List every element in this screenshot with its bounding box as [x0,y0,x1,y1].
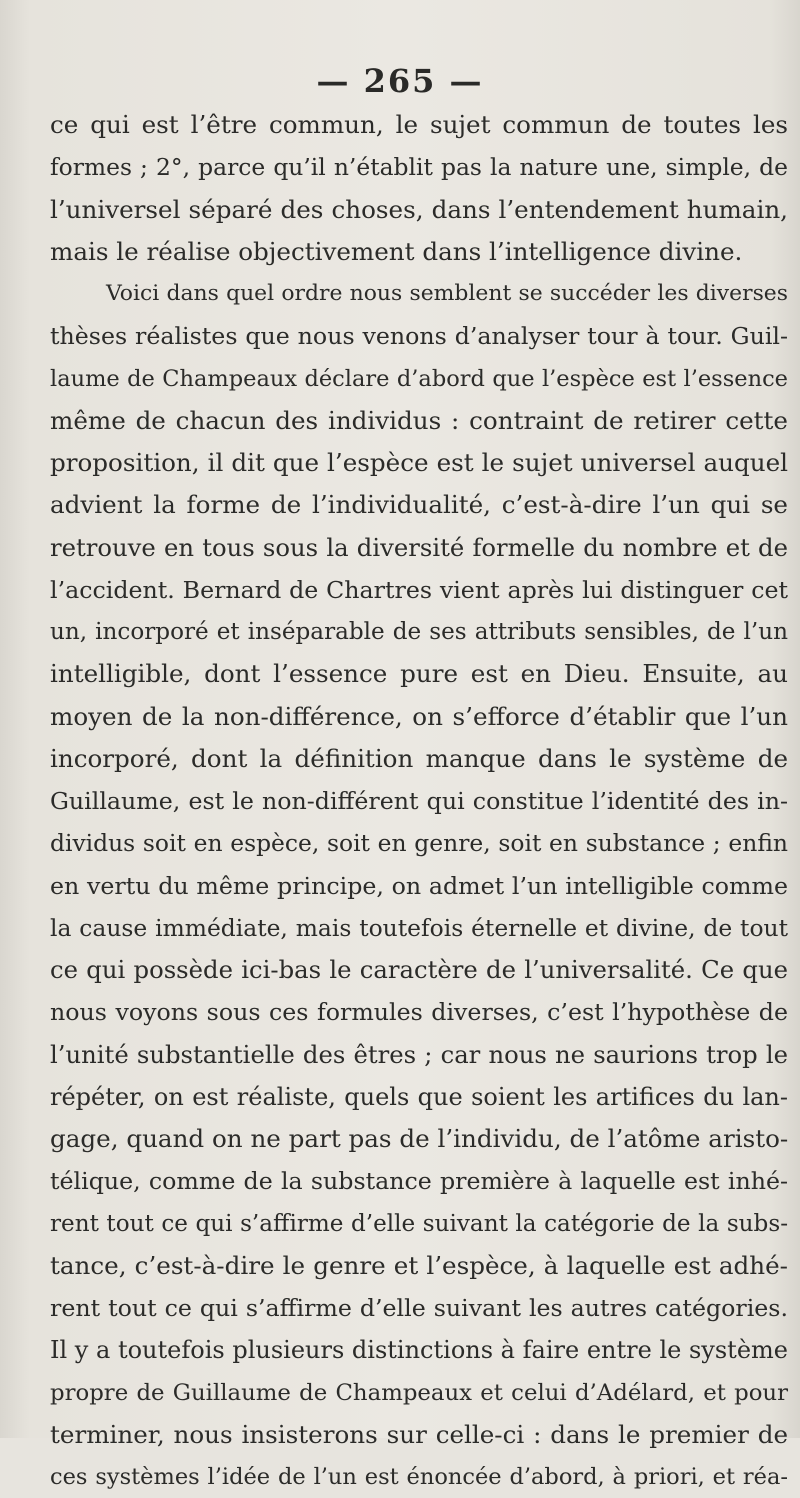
text-line: moyen de la non-différence, on s’efforce d’établir que l’un [50,701,788,731]
text-line: dividus soit en espèce, soit en genre, soit en substance ; enfin [50,829,788,858]
text-line: rent tout ce qui s’affirme d’elle suivant la catégorie de la subs- [50,1210,788,1237]
text-line: intelligible, dont l’essence pure est en Dieu. Ensuite, au [50,659,788,689]
text-line: Il y a toutefois plusieurs distinctions à faire entre le système [50,1336,788,1365]
text-line: incorporé, dont la définition manque dans le système de [50,743,788,773]
text-line: advient la forme de l’individualité, c’est-à-dire l’un qui se [50,490,788,520]
text-line: l’accident. Bernard de Chartres vient après lui distinguer cet [50,575,788,604]
text-line: ce qui possède ici-bas le caractère de l’universalité. Ce que [50,955,788,984]
text-line: Voici dans quel ordre nous semblent se succéder les diverses [106,281,788,306]
text-line: un, incorporé et inséparable de ses attributs sensibles, de l’un [50,619,788,645]
text-line: formes ; 2°, parce qu’il n’établit pas la nature une, simple, de [50,153,788,182]
text-line: mais le réalise objectivement dans l’intelligence divine. [50,236,743,266]
body-text [50,104,788,1498]
text-line: rent tout ce qui s’affirme d’elle suivant les autres catégories. [50,1294,788,1322]
text-line: gage, quand on ne part pas de l’individu, de l’atôme aristo- [50,1124,789,1153]
text-line: ces systèmes l’idée de l’un est énoncée d’abord, à priori, et réa- [50,1464,788,1490]
text-line: télique, comme de la substance première à laquelle est inhé- [50,1167,788,1196]
text-line: thèses réalistes que nous venons d’analyser tour à tour. Guil- [50,322,788,351]
text-line: la cause immédiate, mais toutefois éternelle et divine, de tout [50,913,788,942]
text-line: retrouve en tous sous la diversité formelle du nombre et de [50,532,788,562]
page-number-header: — 265 — [316,62,484,100]
text-line: en vertu du même principe, on admet l’un intelligible comme [50,871,788,900]
text-line: proposition, il dit que l’espèce est le sujet universel auquel [50,448,788,477]
text-line: nous voyons sous ces formules diverses, c’est l’hypothèse de [50,998,788,1027]
text-line: ce qui est l’être commun, le sujet commun de toutes les [50,110,788,139]
text-line: tance, c’est-à-dire le genre et l’espèce, à laquelle est adhé- [50,1250,788,1280]
text-line: propre de Guillaume de Champeaux et celui d’Adélard, et pour [50,1379,788,1406]
text-line: Guillaume, est le non-différent qui constitue l’identité des in- [50,787,788,815]
text-line: l’unité substantielle des êtres ; car nous ne saurions trop le [50,1039,788,1069]
text-line: même de chacun des individus : contraint de retirer cette [50,405,788,435]
text-line: laume de Champeaux déclare d’abord que l’espèce est l’essence [50,365,788,392]
text-line: terminer, nous insisterons sur celle-ci : dans le premier de [50,1419,788,1449]
text-line: l’universel séparé des choses, dans l’entendement humain, [50,194,788,224]
text-line: répéter, on est réaliste, quels que soient les artifices du lan- [50,1082,788,1111]
